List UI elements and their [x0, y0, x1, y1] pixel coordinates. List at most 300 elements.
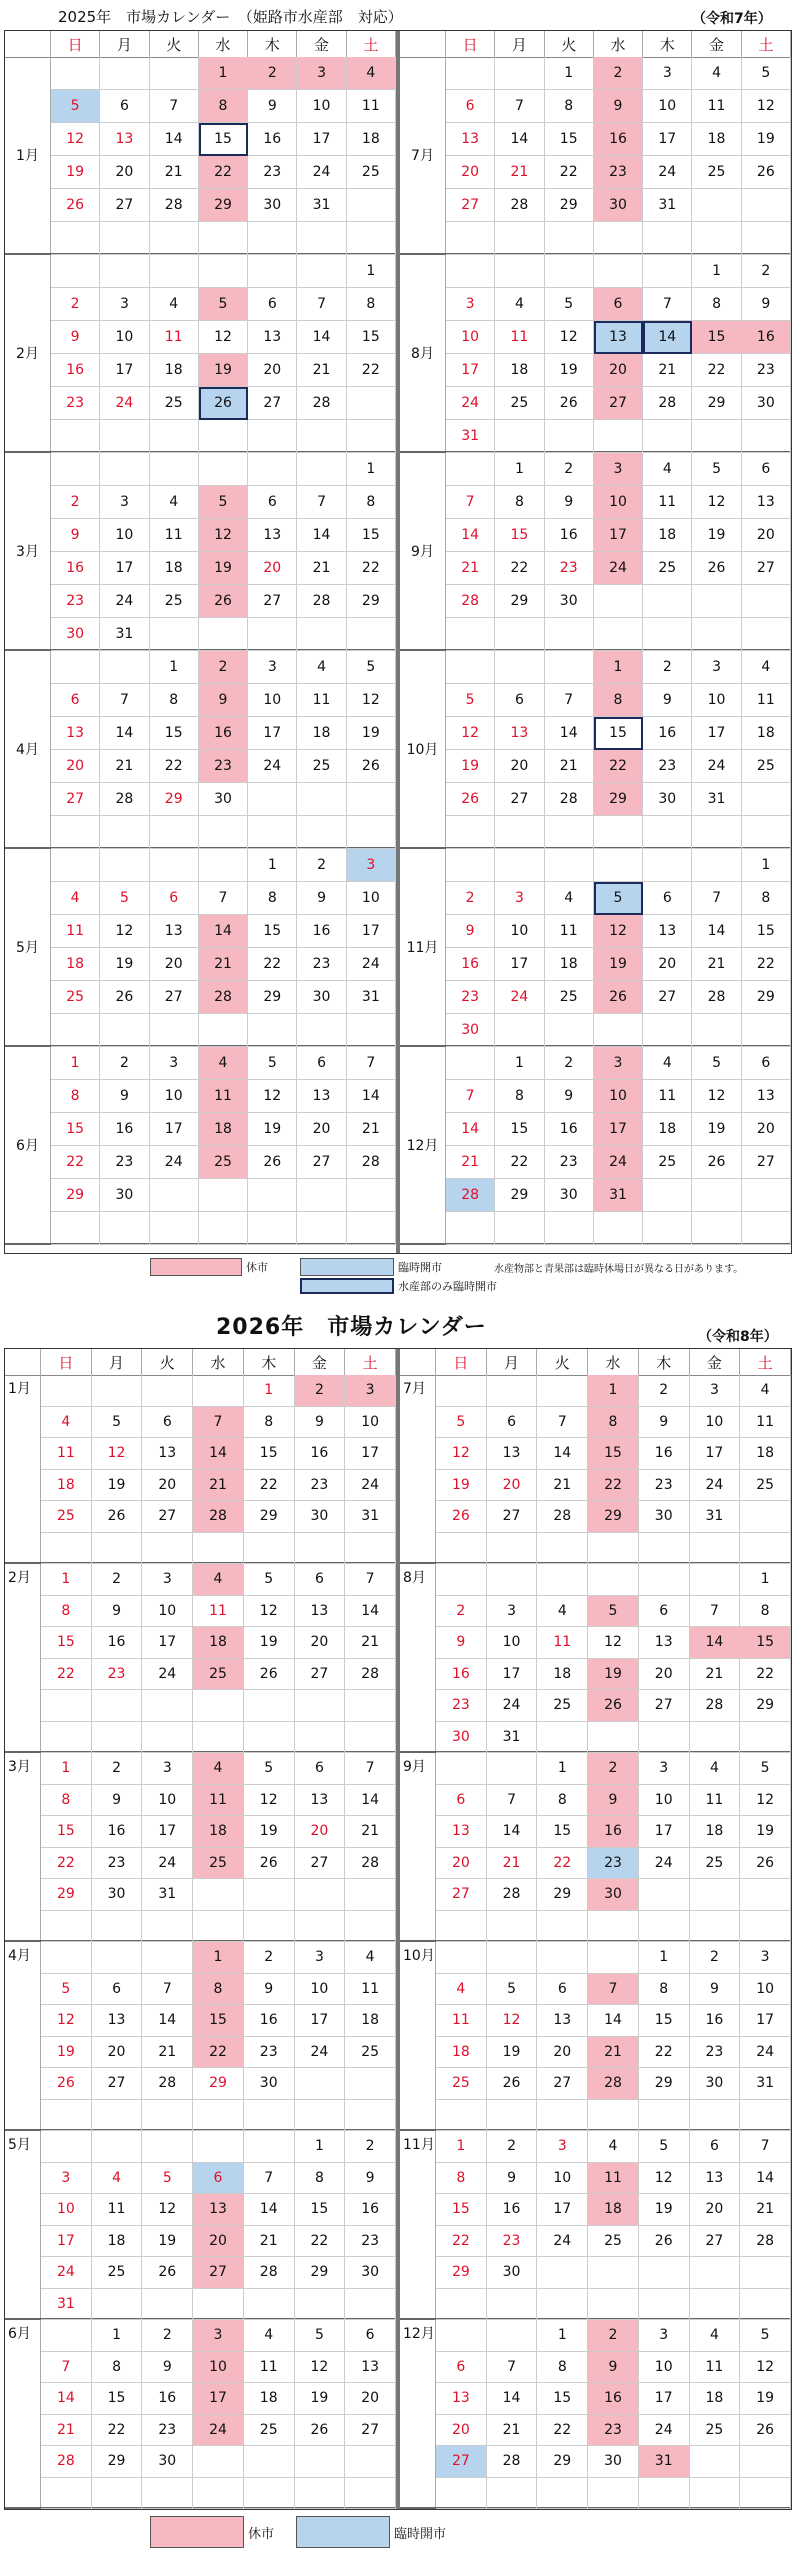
day-cell: 7 [487, 2352, 538, 2384]
day-cell: 4 [193, 1564, 244, 1596]
day-cell: 19 [545, 354, 594, 387]
day-cell: 28 [297, 387, 346, 420]
day-cell: 3 [193, 2320, 244, 2352]
day-cell: 27 [248, 387, 297, 420]
empty-cell [100, 255, 149, 288]
day-cell: 10 [639, 1785, 690, 1817]
empty-cell [345, 2068, 396, 2100]
empty-cell [742, 420, 791, 453]
day-cell: 29 [495, 1179, 544, 1212]
day-cell: 3 [740, 1942, 791, 1974]
day-cell: 22 [545, 156, 594, 189]
weekday-header [5, 1349, 396, 1376]
weekday-0: 日 [446, 31, 495, 57]
day-cell: 14 [199, 915, 248, 948]
day-cell: 13 [297, 1080, 346, 1113]
empty-cell [347, 222, 396, 255]
day-cell: 24 [537, 2226, 588, 2258]
day-cell: 20 [594, 354, 643, 387]
kyushi-swatch [150, 2516, 244, 2548]
day-cell: 13 [248, 519, 297, 552]
weekday-header [400, 1349, 791, 1376]
day-cell: 12 [142, 2194, 193, 2226]
day-cell: 21 [297, 552, 346, 585]
weekday-3: 水 [588, 1349, 639, 1375]
day-cell: 2 [436, 1596, 487, 1628]
day-cell: 6 [142, 1407, 193, 1439]
empty-cell [446, 651, 495, 684]
day-cell: 13 [51, 717, 100, 750]
day-cell: 1 [436, 2131, 487, 2163]
month-block [5, 57, 396, 255]
day-cell: 14 [297, 519, 346, 552]
day-cell: 27 [100, 189, 149, 222]
day-cell: 23 [690, 2037, 741, 2069]
day-cell: 7 [692, 882, 741, 915]
day-cell: 11 [347, 90, 396, 123]
empty-cell [199, 420, 248, 453]
empty-cell [244, 1722, 295, 1754]
day-cell: 21 [588, 2037, 639, 2069]
empty-cell [588, 1533, 639, 1565]
day-cell: 8 [347, 486, 396, 519]
day-cell: 19 [588, 1659, 639, 1691]
day-cell: 14 [193, 1438, 244, 1470]
empty-cell [495, 651, 544, 684]
day-cell: 31 [347, 981, 396, 1014]
day-cell: 1 [639, 1942, 690, 1974]
weekday-4: 木 [643, 31, 692, 57]
day-cell: 11 [41, 1438, 92, 1470]
day-cell: 24 [100, 387, 149, 420]
day-cell: 7 [41, 2352, 92, 2384]
day-cell: 28 [690, 1690, 741, 1722]
empty-cell [142, 2478, 193, 2510]
day-cell: 26 [740, 1848, 791, 1880]
empty-cell [588, 1911, 639, 1943]
day-cell: 22 [347, 552, 396, 585]
day-cell: 24 [495, 981, 544, 1014]
day-cell: 15 [436, 2194, 487, 2226]
month-block [400, 57, 791, 255]
day-cell: 13 [742, 1080, 791, 1113]
day-cell: 6 [537, 1974, 588, 2006]
month-label: 2月 [5, 1564, 41, 1751]
day-cell: 9 [92, 1785, 143, 1817]
empty-cell [100, 1212, 149, 1245]
empty-cell [244, 2289, 295, 2321]
day-cell: 23 [588, 1848, 639, 1880]
day-cell: 23 [643, 750, 692, 783]
day-cell: 27 [92, 2068, 143, 2100]
day-cell: 20 [436, 1848, 487, 1880]
day-cell: 5 [436, 1407, 487, 1439]
day-cell: 14 [142, 2005, 193, 2037]
day-cell: 25 [643, 552, 692, 585]
empty-cell [295, 1722, 346, 1754]
empty-cell [436, 1375, 487, 1407]
empty-cell [639, 1879, 690, 1911]
day-cell: 14 [690, 1627, 741, 1659]
header-corner [400, 31, 446, 57]
weekday-4: 木 [248, 31, 297, 57]
empty-cell [639, 2289, 690, 2321]
day-cell: 20 [345, 2383, 396, 2415]
day-cell: 13 [446, 123, 495, 156]
day-cell: 12 [692, 1080, 741, 1113]
day-cell: 20 [100, 156, 149, 189]
month-block [5, 1753, 396, 1942]
day-cell: 10 [690, 1407, 741, 1439]
day-cell: 19 [92, 1470, 143, 1502]
empty-cell [537, 1533, 588, 1565]
empty-cell [41, 2478, 92, 2510]
empty-cell [347, 816, 396, 849]
day-cell: 7 [297, 486, 346, 519]
day-cell: 26 [639, 2226, 690, 2258]
empty-cell [193, 2446, 244, 2478]
weekday-6: 土 [742, 31, 791, 57]
empty-cell [487, 1564, 538, 1596]
empty-cell [742, 783, 791, 816]
month-label: 9月 [400, 453, 446, 649]
empty-cell [594, 816, 643, 849]
day-cell: 6 [297, 1047, 346, 1080]
day-cell: 23 [345, 2226, 396, 2258]
empty-cell [487, 1911, 538, 1943]
month-block [400, 1753, 791, 1942]
day-cell: 5 [347, 651, 396, 684]
day-cell: 11 [297, 684, 346, 717]
empty-cell [487, 1942, 538, 1974]
empty-cell [690, 1911, 741, 1943]
day-cell: 8 [347, 288, 396, 321]
day-cell: 9 [345, 2163, 396, 2195]
day-cell: 17 [643, 123, 692, 156]
empty-cell [588, 1942, 639, 1974]
day-cell: 17 [100, 552, 149, 585]
empty-cell [100, 453, 149, 486]
day-cell: 27 [690, 2226, 741, 2258]
empty-cell [742, 618, 791, 651]
empty-cell [495, 1014, 544, 1047]
empty-cell [740, 1501, 791, 1533]
day-cell: 19 [244, 1816, 295, 1848]
weekday-2: 火 [545, 31, 594, 57]
empty-cell [100, 222, 149, 255]
day-cell: 26 [347, 750, 396, 783]
empty-cell [244, 1690, 295, 1722]
empty-cell [297, 816, 346, 849]
weekday-5: 金 [692, 31, 741, 57]
weekday-6: 土 [740, 1349, 791, 1375]
day-cell: 22 [347, 354, 396, 387]
empty-cell [545, 849, 594, 882]
day-cell: 28 [487, 2446, 538, 2478]
calendar-title-2026: 2026年 市場カレンダー [216, 1315, 487, 1340]
day-cell: 18 [643, 1113, 692, 1146]
day-cell: 2 [142, 2320, 193, 2352]
day-cell: 27 [436, 2446, 487, 2478]
day-cell: 12 [740, 2352, 791, 2384]
day-cell: 21 [345, 1816, 396, 1848]
day-cell: 22 [537, 2415, 588, 2447]
day-cell: 18 [692, 123, 741, 156]
day-cell: 31 [690, 1501, 741, 1533]
day-cell: 6 [248, 288, 297, 321]
day-cell: 8 [545, 90, 594, 123]
day-cell: 26 [100, 981, 149, 1014]
day-cell: 23 [639, 1470, 690, 1502]
day-cell: 18 [588, 2194, 639, 2226]
day-cell: 29 [594, 783, 643, 816]
day-cell: 19 [740, 1816, 791, 1848]
header-corner [5, 1349, 41, 1375]
day-cell: 28 [643, 387, 692, 420]
day-cell: 26 [740, 2415, 791, 2447]
day-cell: 1 [248, 849, 297, 882]
day-cell: 15 [692, 321, 741, 354]
day-cell: 14 [692, 915, 741, 948]
empty-cell [643, 849, 692, 882]
day-cell: 24 [446, 387, 495, 420]
day-cell: 13 [92, 2005, 143, 2037]
day-cell: 16 [345, 2194, 396, 2226]
legend-rinji-suisan-2025: 水産部のみ臨時開市 [300, 1278, 497, 1294]
day-cell: 6 [594, 288, 643, 321]
day-cell: 15 [244, 1438, 295, 1470]
empty-cell [446, 453, 495, 486]
day-cell: 1 [295, 2131, 346, 2163]
day-cell: 21 [692, 948, 741, 981]
day-cell: 6 [487, 1407, 538, 1439]
empty-cell [347, 1212, 396, 1245]
day-cell: 31 [446, 420, 495, 453]
empty-cell [150, 1212, 199, 1245]
weekday-2: 火 [150, 31, 199, 57]
day-cell: 30 [92, 1879, 143, 1911]
day-cell: 11 [495, 321, 544, 354]
day-cell: 4 [537, 1596, 588, 1628]
day-cell: 25 [742, 750, 791, 783]
empty-cell [199, 816, 248, 849]
empty-cell [248, 1179, 297, 1212]
empty-cell [740, 2257, 791, 2289]
empty-cell [345, 2289, 396, 2321]
empty-cell [297, 255, 346, 288]
day-cell: 30 [643, 783, 692, 816]
day-cell: 29 [436, 2257, 487, 2289]
day-cell: 26 [199, 585, 248, 618]
empty-cell [345, 1911, 396, 1943]
day-cell: 12 [588, 1627, 639, 1659]
empty-cell [193, 2478, 244, 2510]
day-cell: 27 [495, 783, 544, 816]
day-cell: 29 [295, 2257, 346, 2289]
day-cell: 24 [347, 948, 396, 981]
day-cell: 30 [742, 387, 791, 420]
day-cell: 20 [639, 1659, 690, 1691]
day-cell: 17 [297, 123, 346, 156]
month-block [400, 1564, 791, 1753]
weekday-2: 火 [537, 1349, 588, 1375]
day-cell: 22 [537, 1848, 588, 1880]
day-cell: 24 [594, 552, 643, 585]
day-cell: 11 [92, 2194, 143, 2226]
day-cell: 9 [100, 1080, 149, 1113]
empty-cell [690, 1564, 741, 1596]
empty-cell [537, 1564, 588, 1596]
weekday-header [5, 31, 396, 58]
day-cell: 31 [297, 189, 346, 222]
day-cell: 15 [41, 1627, 92, 1659]
day-cell: 29 [537, 1879, 588, 1911]
day-cell: 25 [495, 387, 544, 420]
day-cell: 23 [100, 1146, 149, 1179]
empty-cell [248, 1014, 297, 1047]
day-cell: 16 [51, 552, 100, 585]
empty-cell [639, 1564, 690, 1596]
day-cell: 20 [690, 2194, 741, 2226]
empty-cell [740, 1911, 791, 1943]
day-cell: 19 [142, 2226, 193, 2258]
day-cell: 27 [643, 981, 692, 1014]
day-cell: 26 [487, 2068, 538, 2100]
empty-cell [436, 1564, 487, 1596]
day-cell: 27 [295, 1848, 346, 1880]
empty-cell [297, 453, 346, 486]
day-cell: 13 [248, 321, 297, 354]
weekday-1: 月 [487, 1349, 538, 1375]
weekday-3: 水 [199, 31, 248, 57]
day-cell: 12 [692, 486, 741, 519]
rinji-swatch [296, 2516, 390, 2548]
day-cell: 17 [594, 1113, 643, 1146]
day-cell: 18 [244, 2383, 295, 2415]
day-cell: 22 [295, 2226, 346, 2258]
day-cell: 30 [436, 1722, 487, 1754]
day-cell: 15 [51, 1113, 100, 1146]
day-cell: 13 [690, 2163, 741, 2195]
day-cell: 5 [100, 882, 149, 915]
day-cell: 15 [199, 123, 248, 156]
day-cell: 1 [495, 453, 544, 486]
day-cell: 5 [588, 1596, 639, 1628]
empty-cell [495, 1212, 544, 1245]
day-cell: 27 [345, 2415, 396, 2447]
empty-cell [740, 2289, 791, 2321]
day-cell: 14 [740, 2163, 791, 2195]
day-cell: 7 [643, 288, 692, 321]
empty-cell [495, 618, 544, 651]
day-cell: 9 [545, 1080, 594, 1113]
day-cell: 1 [92, 2320, 143, 2352]
day-cell: 3 [150, 1047, 199, 1080]
empty-cell [347, 189, 396, 222]
day-cell: 16 [446, 948, 495, 981]
day-cell: 14 [244, 2194, 295, 2226]
day-cell: 6 [643, 882, 692, 915]
empty-cell [690, 2100, 741, 2132]
empty-cell [142, 1722, 193, 1754]
day-cell: 23 [545, 552, 594, 585]
day-cell: 7 [345, 1753, 396, 1785]
day-cell: 12 [545, 321, 594, 354]
day-cell: 1 [742, 849, 791, 882]
month-block [5, 1942, 396, 2131]
day-cell: 11 [199, 1080, 248, 1113]
day-cell: 17 [347, 915, 396, 948]
day-cell: 18 [742, 717, 791, 750]
day-cell: 31 [692, 783, 741, 816]
day-cell: 28 [100, 783, 149, 816]
day-cell: 10 [248, 684, 297, 717]
empty-cell [51, 420, 100, 453]
day-cell: 2 [100, 1047, 149, 1080]
day-cell: 2 [742, 255, 791, 288]
empty-cell [545, 1014, 594, 1047]
empty-cell [690, 1533, 741, 1565]
day-cell: 9 [92, 1596, 143, 1628]
day-cell: 4 [740, 1375, 791, 1407]
day-cell: 9 [690, 1974, 741, 2006]
day-cell: 16 [51, 354, 100, 387]
day-cell: 14 [347, 1080, 396, 1113]
empty-cell [436, 2289, 487, 2321]
day-cell: 14 [150, 123, 199, 156]
day-cell: 12 [594, 915, 643, 948]
day-cell: 26 [244, 1848, 295, 1880]
day-cell: 7 [100, 684, 149, 717]
day-cell: 17 [495, 948, 544, 981]
day-cell: 15 [193, 2005, 244, 2037]
empty-cell [297, 1179, 346, 1212]
day-cell: 25 [588, 2226, 639, 2258]
day-cell: 3 [345, 1375, 396, 1407]
day-cell: 11 [193, 1596, 244, 1628]
empty-cell [446, 816, 495, 849]
day-cell: 8 [51, 1080, 100, 1113]
day-cell: 10 [297, 90, 346, 123]
day-cell: 23 [594, 156, 643, 189]
empty-cell [537, 1722, 588, 1754]
day-cell: 10 [347, 882, 396, 915]
empty-cell [537, 2289, 588, 2321]
day-cell: 29 [92, 2446, 143, 2478]
empty-cell [639, 2478, 690, 2510]
empty-cell [51, 453, 100, 486]
day-cell: 8 [740, 1596, 791, 1628]
day-cell: 28 [347, 1146, 396, 1179]
empty-cell [639, 1911, 690, 1943]
day-cell: 7 [193, 1407, 244, 1439]
day-cell: 11 [690, 2352, 741, 2384]
day-cell: 4 [92, 2163, 143, 2195]
day-cell: 20 [742, 519, 791, 552]
day-cell: 11 [588, 2163, 639, 2195]
weekday-5: 金 [295, 1349, 346, 1375]
day-cell: 13 [742, 486, 791, 519]
day-cell: 25 [51, 981, 100, 1014]
calendar-2026 [4, 1348, 792, 2510]
day-cell: 10 [193, 2352, 244, 2384]
day-cell: 8 [537, 2352, 588, 2384]
day-cell: 2 [199, 651, 248, 684]
empty-cell [742, 222, 791, 255]
day-cell: 23 [295, 1470, 346, 1502]
weekday-header [400, 31, 791, 58]
day-cell: 7 [199, 882, 248, 915]
